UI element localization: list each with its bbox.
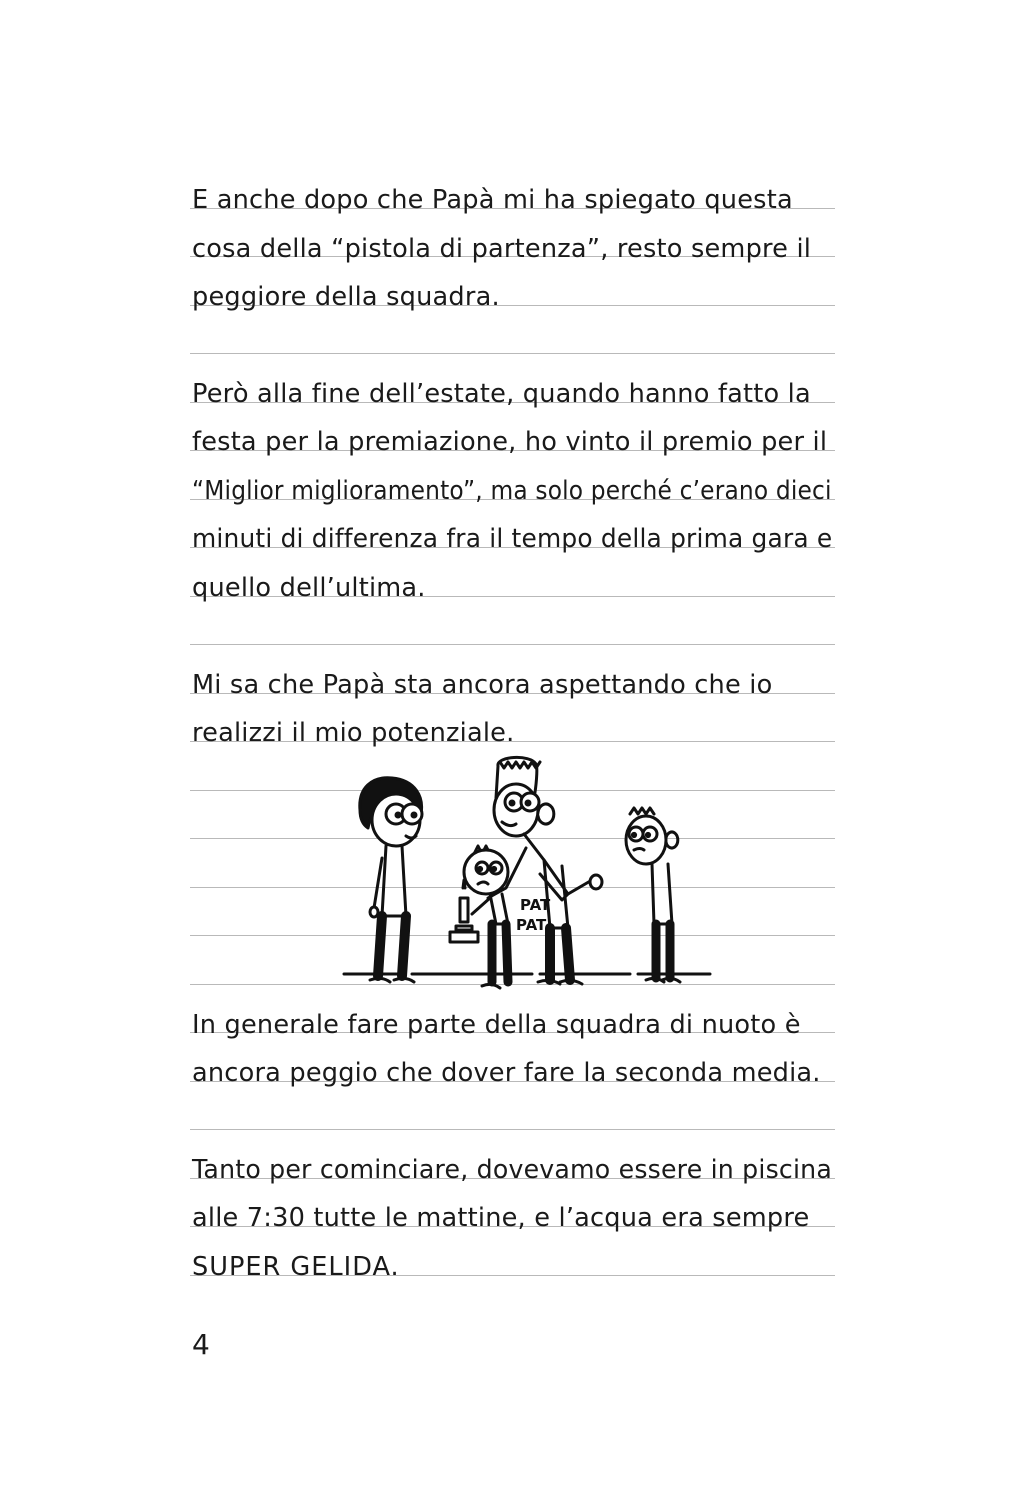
text-line: alle 7:30 tutte le mattine, e l’acqua era sempre <box>192 1203 810 1233</box>
pat-sound-effect: PAT <box>520 896 551 914</box>
text-line: Mi sa che Papà sta ancora aspettando che io <box>192 670 773 700</box>
text-line: minuti di differenza fra il tempo della prima gara e <box>192 524 833 554</box>
text-line: In generale fare parte della squadra di nuoto è <box>192 1010 801 1040</box>
text-line: quello dell’ultima. <box>192 573 426 603</box>
text-line: “Miglior miglioramento”, ma solo perché c’erano dieci <box>192 476 832 506</box>
text-line: Tanto per cominciare, dovevamo essere in piscina <box>192 1155 832 1185</box>
ruled-line <box>190 1129 835 1130</box>
greg-figure <box>450 846 508 988</box>
text-line: festa per la premiazione, ho vinto il premio per il <box>192 427 828 457</box>
pat-sound-effect: PAT <box>516 916 547 934</box>
ruled-line <box>190 353 835 354</box>
text-line: Però alla fine dell’estate, quando hanno fatto la <box>192 379 811 409</box>
text-line: peggiore della squadra. <box>192 282 500 312</box>
text-line: E anche dopo che Papà mi ha spiegato questa <box>192 185 793 215</box>
mom-figure <box>360 778 422 982</box>
family-illustration <box>330 748 720 1004</box>
text-line: SUPER GELIDA. <box>192 1252 400 1282</box>
text-line: ancora peggio che dover fare la seconda media. <box>192 1058 821 1088</box>
text-line: realizzi il mio potenziale. <box>192 718 515 748</box>
text-line: cosa della “pistola di partenza”, resto sempre il <box>192 234 812 264</box>
rodrick-figure <box>626 808 680 982</box>
page-number: 4 <box>192 1328 210 1361</box>
ruled-line <box>190 644 835 645</box>
